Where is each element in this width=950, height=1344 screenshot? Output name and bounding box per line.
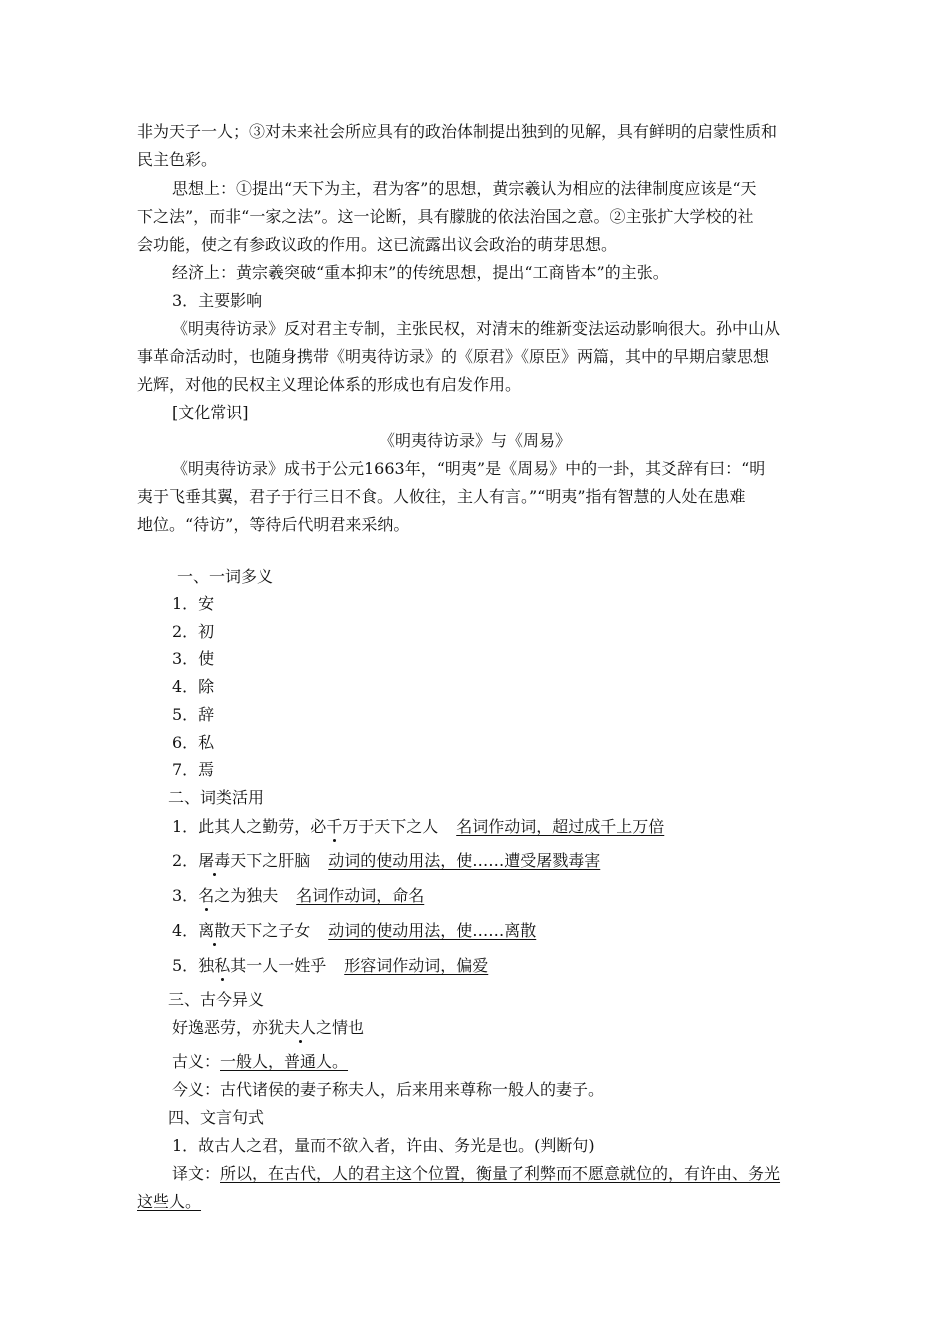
paragraph-line: 地位。“待访”，等待后代明君来采纳。 — [137, 515, 410, 534]
example-text: 之情也 — [316, 1018, 365, 1037]
key-word: 名 — [198, 886, 215, 905]
answer-text: 这些人。 — [137, 1192, 202, 1211]
paragraph-line: 下之法”，而非“一家之法”。这一论断，具有朦胧的依法治国之意。②主张扩大学校的社 — [137, 207, 754, 226]
paragraph-line: 事革命活动时，也随身携带《明夷待访录》的《原君》《原臣》两篇，其中的早期启蒙思想 — [137, 347, 770, 366]
culture-title: 《明夷待访录》与《周易》 — [378, 431, 571, 450]
paragraph-line: 思想上：①提出“天下为主，君为客”的思想，黄宗羲认为相应的法律制度应该是“天 — [172, 179, 757, 198]
culture-tag: [文化常识] — [172, 403, 249, 422]
list-item: 5．辞 — [172, 705, 215, 724]
example-text: 万于天下之人 — [342, 817, 439, 836]
list-item — [172, 955, 488, 977]
section-title: 四、文言句式 — [168, 1108, 265, 1127]
example-sentence — [172, 1017, 364, 1039]
list-item: 4．除 — [172, 677, 215, 696]
list-item — [172, 816, 664, 838]
example-text: 之为独夫 — [214, 886, 279, 905]
list-item: 6．私 — [172, 733, 215, 752]
meaning-text: 古代诸侯的妻子称夫人，后来用来尊称一般人的妻子。 — [220, 1080, 605, 1099]
example-text: 天下之子女 — [230, 921, 311, 940]
answer-text: 一般人，普通人。 — [220, 1052, 349, 1071]
key-word: 屠毒 — [198, 851, 231, 870]
example-text: 独 — [198, 956, 215, 975]
section-heading: 3．主要影响 — [172, 291, 263, 310]
answer-text: 所以，在古代，人的君主这个位置，衡量了利弊而不愿意就位的，有许由、务光 — [220, 1164, 781, 1183]
answer-text: 形容词作动词，偏爱 — [344, 956, 489, 975]
list-item: 3．使 — [172, 649, 215, 668]
paragraph-line: 《明夷待访录》反对君主专制，主张民权，对清末的维新变法运动影响很大。孙中山从 — [172, 319, 781, 338]
example-text: 天下之肝脑 — [230, 851, 311, 870]
item-number: 1． — [172, 817, 199, 836]
list-item: 1．安 — [172, 594, 215, 613]
list-item: 2．初 — [172, 622, 215, 641]
item-number: 5． — [172, 956, 199, 975]
paragraph-line: 会功能，使之有参政议政的作用。这已流露出议会政治的萌芽思想。 — [137, 235, 618, 254]
paragraph-line: 《明夷待访录》成书于公元1663年，“明夷”是《周易》中的一卦，其爻辞有曰：“明 — [172, 459, 766, 478]
paragraph-line: 经济上：黄宗羲突破“重本抑末”的传统思想，提出“工商皆本”的主张。 — [172, 263, 669, 282]
paragraph-line: 民主色彩。 — [137, 150, 218, 169]
key-word: 千 — [326, 817, 343, 836]
list-item: 1．故古人之君，量而不欲入者，许由、务光是也。(判断句) — [172, 1136, 595, 1155]
key-word: 私 — [214, 956, 231, 975]
label: 译文： — [172, 1164, 221, 1183]
section-title: 一、一词多义 — [177, 567, 274, 586]
paragraph-line: 光辉，对他的民权主义理论体系的形成也有启发作用。 — [137, 375, 522, 394]
answer-text: 动词的使动用法，使……离散 — [328, 921, 537, 940]
list-item: 7．焉 — [172, 760, 215, 779]
ancient-meaning — [172, 1051, 348, 1073]
label: 今义： — [172, 1080, 221, 1099]
section-title: 二、词类活用 — [168, 788, 265, 807]
item-number: 2． — [172, 851, 199, 870]
label: 古义： — [172, 1052, 221, 1071]
list-item — [172, 850, 600, 872]
example-text: 好逸恶劳，亦犹 — [172, 1018, 285, 1037]
key-word: 夫人 — [284, 1018, 317, 1037]
list-item — [172, 885, 424, 907]
paragraph-line: 非为天子一人；③对未来社会所应具有的政治体制提出独到的见解，具有鲜明的启蒙性质和 — [137, 122, 778, 141]
item-number: 3． — [172, 886, 199, 905]
answer-text: 名词作动词，超过成千上万倍 — [456, 817, 665, 836]
translation-continued — [137, 1191, 201, 1213]
modern-meaning — [172, 1079, 604, 1101]
answer-text: 名词作动词，命名 — [296, 886, 425, 905]
key-word: 离散 — [198, 921, 231, 940]
item-number: 4． — [172, 921, 199, 940]
example-text: 其一人一姓乎 — [230, 956, 327, 975]
section-title: 三、古今异义 — [168, 990, 265, 1009]
translation — [172, 1163, 780, 1185]
example-text: 此其人之勤劳，必 — [198, 817, 327, 836]
paragraph-line: 夷于飞垂其翼，君子于行三日不食。人攸往，主人有言。”“明夷”指有智慧的人处在患难 — [137, 487, 746, 506]
answer-text: 动词的使动用法，使……遭受屠戮毒害 — [328, 851, 601, 870]
list-item — [172, 920, 536, 942]
